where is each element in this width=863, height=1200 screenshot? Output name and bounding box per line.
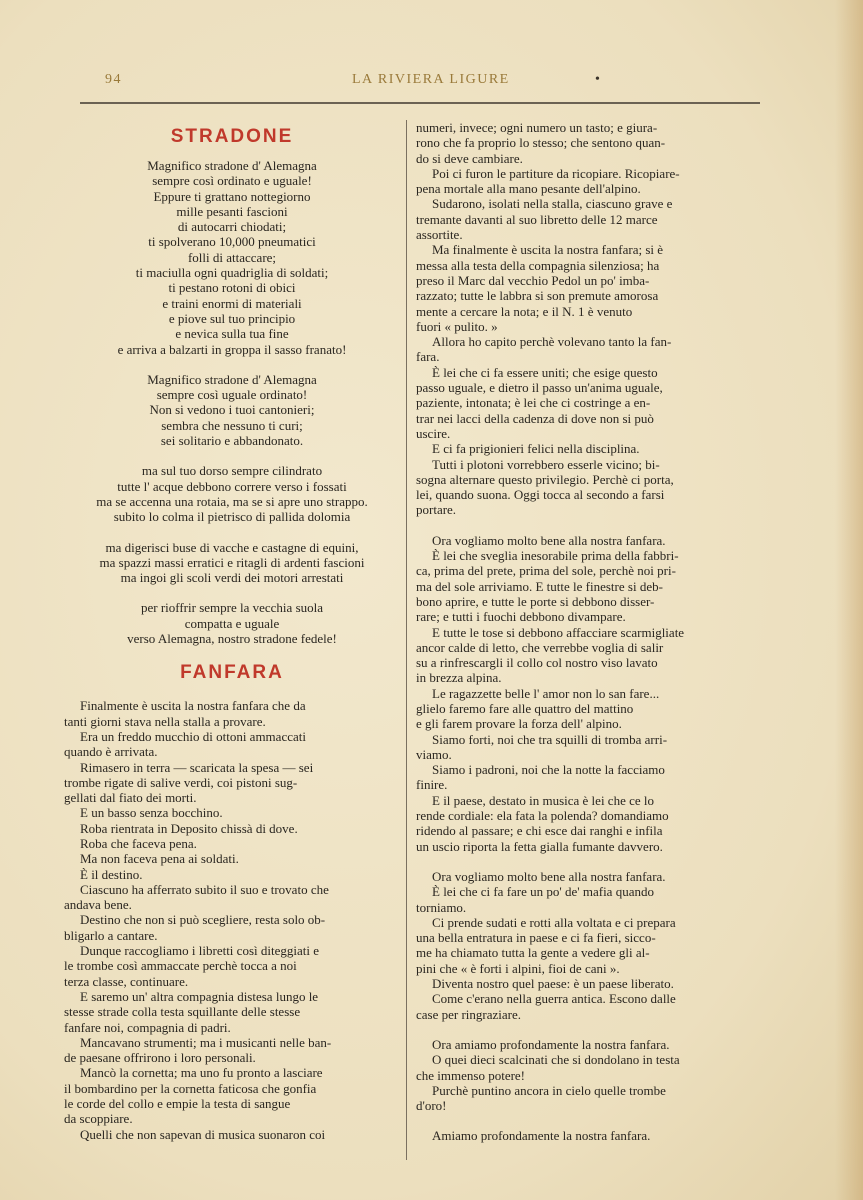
prose-line: ridendo al passare; e chi esce dai ranghi e infila [416, 823, 663, 839]
poem-line: compatta e uguale [184, 615, 280, 631]
prose-line: È lei che ci fa fare un po' de' mafia quando [432, 884, 654, 900]
prose-line: da scoppiare. [64, 1111, 133, 1127]
column-divider [406, 120, 407, 1160]
paragraph [416, 793, 752, 854]
poem-line: ti spolverano 10,000 pneumatici [148, 234, 316, 250]
prose-line: rono che fa proprio lo stesso; che sentono quan- [416, 135, 666, 151]
prose-line: me ha chiamato tutta la gente a vedere gli al- [416, 945, 650, 961]
prose-line: O quei dieci scalcinati che si dondolano in testa [432, 1052, 680, 1068]
prose-line: passo uguale, e dietro il passo un'anima uguale, [416, 380, 663, 396]
prose-line: rende cordiale: ela fata la polenda? domandiamo [416, 808, 669, 824]
paragraph [416, 457, 752, 518]
prose-line: Tutti i plotoni vorrebbero esserle vicino; bi- [432, 456, 660, 472]
prose-line: È il destino. [80, 866, 143, 882]
prose-line: trar nei lacci della cadenza di dove non si può [416, 410, 654, 426]
prose-line: E tutte le tose si debbono affacciare scarmigliate [432, 624, 685, 640]
prose-line: Come c'erano nella guerra antica. Escono dalle [432, 991, 676, 1007]
fanfara-title: FANFARA [180, 662, 284, 684]
prose-line: Ora vogliamo molto bene alla nostra fanfara. [432, 532, 666, 548]
prose-line: andava bene. [64, 897, 132, 913]
paragraph [416, 441, 752, 456]
prose-line: Mancavano strumenti; ma i musicanti nelle ban- [80, 1034, 332, 1050]
prose-line: Poi ci furon le partiture da ricopiare. Ricopiare- [432, 165, 680, 181]
fanfara-prose-right [416, 120, 752, 1144]
poem-line: ti pestano rotoni di obici [168, 280, 296, 296]
prose-line: torniamo. [416, 899, 467, 915]
poem-stanza [64, 540, 400, 586]
poem-line: mille pesanti fascioni [176, 203, 288, 219]
prose-line: Roba rientrata in Deposito chissà di dove. [80, 820, 298, 836]
prose-line: tremante davanti al suo libretto delle 12 marce [416, 211, 658, 227]
prose-line: Purchè puntino ancora in cielo quelle trombe [432, 1082, 666, 1098]
prose-line: Ma finalmente è uscita la nostra fanfara; si è [432, 242, 664, 258]
prose-line: assortite. [416, 227, 463, 243]
poem-stanza [64, 158, 400, 357]
prose-line: paziente, intonata; è lei che ci costringe a en- [416, 395, 651, 411]
prose-line: Sudarono, isolati nella stalla, ciascuno grave e [432, 196, 673, 212]
paragraph [416, 884, 752, 915]
paragraph [416, 166, 752, 197]
prose-line: Le ragazzette belle l' amor non lo san fare... [432, 685, 660, 701]
prose-line: Finalmente è uscita la nostra fanfara che da [80, 698, 306, 714]
poem-stanza [64, 463, 400, 524]
page-header [100, 72, 660, 92]
prose-line: Dunque raccogliamo i libretti così diteggiati e [80, 943, 319, 959]
prose-line: fara. [416, 349, 440, 365]
paragraph [416, 1083, 752, 1114]
header-dot: • [595, 72, 602, 87]
poem-line: e piove sul tuo principio [168, 310, 296, 326]
prose-line: finire. [416, 777, 448, 793]
prose-line: glielo faremo fare alle quattro del mattino [416, 700, 634, 716]
paragraph [416, 991, 752, 1022]
paragraph [416, 915, 752, 976]
poem-line: folli di attaccare; [187, 249, 277, 265]
poem-stanza [64, 372, 400, 448]
fanfara-prose-left [64, 698, 400, 1142]
paragraph [416, 1052, 752, 1083]
stradone-title: STRADONE [170, 126, 294, 147]
poem-line: ma digerisci buse di vacche e castagne di equini, [105, 539, 359, 555]
running-title: LA RIVIERA LIGURE [352, 72, 510, 87]
poem-line: ti maciulla ogni quadriglia di soldati; [135, 265, 329, 281]
prose-line: Allora ho capito perchè volevano tanto la fan- [432, 334, 672, 350]
prose-line: Ora vogliamo molto bene alla nostra fanfara. [432, 868, 666, 884]
prose-line: pena mortale alla mano pesante dell'alpino. [416, 181, 641, 197]
paragraph [416, 548, 752, 624]
header-rule [80, 102, 760, 104]
prose-line: Ci prende sudati e rotti alla voltata e ci prepara [432, 914, 676, 930]
prose-line: che immenso potere! [416, 1067, 526, 1083]
prose-line: bligarlo a cantare. [64, 927, 158, 943]
prose-line: Ma non faceva pena ai soldati. [80, 851, 239, 867]
prose-line: Quelli che non sapevan di musica suonaron coi [80, 1126, 326, 1142]
prose-line: portare. [416, 502, 457, 518]
prose-line: viamo. [416, 746, 452, 762]
prose-line: fanfare noi, compagnia di padri. [64, 1019, 231, 1035]
prose-line: numeri, invece; ogni numero un tasto; e giura- [416, 120, 658, 135]
prose-line: lei, quando suona. Oggi tocca al secondo a farsi [416, 487, 665, 503]
prose-line: ca, prima del prete, prima del sole, perchè noi pri- [416, 563, 676, 579]
prose-line: bono aprire, e tutte le porte si debbono disser- [416, 593, 655, 609]
paragraph [416, 120, 752, 166]
prose-line: Ciascuno ha afferrato subito il suo e trovato che [80, 881, 329, 897]
prose-line: d'oro! [416, 1098, 447, 1114]
prose-line: razzato; tutte le labbra si son premute amorosa [416, 288, 659, 304]
prose-line: pini che « è forti i alpini, fioi de cani ». [416, 960, 620, 976]
prose-line: Siamo forti, noi che tra squilli di tromba arri- [432, 731, 668, 747]
prose-line: Roba che faceva pena. [80, 835, 197, 851]
prose-line: È lei che sveglia inesorabile prima della fabbri- [432, 548, 679, 564]
paragraph [416, 1128, 752, 1143]
prose-line: do si deve cambiare. [416, 150, 523, 166]
poem-line: di autocarri chiodati; [177, 219, 287, 235]
prose-line: E saremo un' altra compagnia distesa lungo le [80, 988, 319, 1004]
prose-line: de paesane offrirono i loro personali. [64, 1050, 256, 1066]
poem-line: tutte l' acque debbono correre verso i fossati [117, 478, 347, 494]
prose-line: le corde del collo e empie la testa di sangue [64, 1096, 291, 1112]
page-number: 94 [105, 72, 122, 87]
paragraph [416, 625, 752, 686]
paragraph [416, 869, 752, 884]
page-edge-shadow [835, 0, 863, 1200]
paragraph [416, 533, 752, 548]
poem-line: sempre così uguale ordinato! [156, 387, 308, 403]
prose-line: Siamo i padroni, noi che la notte la facciamo [432, 762, 665, 778]
prose-line: stesse strade colla testa squillante delle stesse [64, 1004, 301, 1020]
prose-line: su a rinfrescargli il collo col nostro viso lavato [416, 655, 658, 671]
prose-line: ma del sole arriviamo. E tutte le finestre si deb- [416, 578, 663, 594]
prose-line: E ci fa prigionieri felici nella disciplina. [432, 441, 640, 457]
poem-line: e traini enormi di materiali [162, 295, 302, 311]
prose-line: tanti giorni stava nella stalla a provare. [64, 713, 266, 729]
prose-line: un uscio riporta la fetta gialla fumante davvero. [416, 838, 663, 854]
prose-line: E il paese, destato in musica è lei che ce lo [432, 792, 654, 808]
prose-line: in brezza alpina. [416, 670, 502, 686]
poem-line: e nevica sulla tua fine [175, 326, 289, 342]
right-column [416, 120, 752, 1165]
prose-line: gellati dal fiato dei morti. [64, 790, 197, 806]
prose-line: e gli farem provare la forza dell' alpino. [416, 716, 622, 732]
paragraph [416, 242, 752, 334]
poem-line: Non si vedono i tuoi cantonieri; [149, 402, 315, 418]
poem-line: Magnifico stradone d' Alemagna [147, 158, 317, 173]
prose-line: Ora amiamo profondamente la nostra fanfara. [432, 1036, 670, 1052]
poem-line: sei solitario e abbandonato. [160, 433, 304, 449]
prose-line: quando è arrivata. [64, 744, 158, 760]
paragraph [416, 1037, 752, 1052]
poem-line: Magnifico stradone d' Alemagna [147, 371, 317, 387]
prose-line: messa alla testa della compagnia silenziosa; ha [416, 257, 660, 273]
prose-line: Mancò la cornetta; ma uno fu pronto a lasciare [80, 1065, 323, 1081]
poem-line: sempre così ordinato e uguale! [152, 173, 312, 189]
prose-line: il bombardino per la cornetta faticosa che gonfia [64, 1080, 317, 1096]
prose-line: Diventa nostro quel paese: è un paese liberato. [432, 976, 674, 992]
paragraph [416, 762, 752, 793]
prose-line: uscire. [416, 425, 451, 441]
paragraph [416, 196, 752, 242]
prose-line: una bella entratura in paese e ci fa fieri, sicco- [416, 930, 656, 946]
prose-line: Rimasero in terra — scaricata la spesa — sei [80, 759, 314, 775]
prose-line: case per ringraziare. [416, 1006, 522, 1022]
poem-stanza [64, 600, 400, 646]
prose-line: terza classe, continuare. [64, 973, 189, 989]
poem-line: e arriva a balzarti in groppa il sasso franato! [117, 341, 347, 357]
paragraph [416, 976, 752, 991]
prose-line: rare; e tutti i fuochi debbono divampare. [416, 609, 626, 625]
prose-line: mente a cercare la nota; e il N. 1 è venuto [416, 303, 633, 319]
left-column [64, 120, 400, 1165]
prose-line: preso il Marc dal vecchio Pedol un po' imba- [416, 272, 650, 288]
poem-line: subito lo colma il pietrisco di pallida dolomia [113, 509, 351, 525]
poem-line: ma sul tuo dorso sempre cilindrato [141, 463, 323, 479]
prose-line: Amiamo profondamente la nostra fanfara. [432, 1128, 651, 1144]
poem-line: verso Alemagna, nostro stradone fedele! [127, 631, 337, 647]
poem-line: ma se accenna una rotaia, ma se si apre uno strappo. [96, 493, 368, 509]
poem-line: ma ingoi gli scoli verdi dei motori arrestati [120, 570, 344, 586]
prose-line: È lei che ci fa essere uniti; che esige questo [432, 364, 658, 380]
poem-line: ma spazzi massi erratici e ritagli di ardenti fascioni [99, 554, 365, 570]
prose-line: le trombe così ammaccate perchè tocca a noi [64, 958, 297, 974]
paragraph [416, 732, 752, 763]
poem-line: sembra che nessuno ti curi; [161, 417, 303, 433]
prose-line: Era un freddo mucchio di ottoni ammaccati [80, 728, 306, 744]
poem-line: per rioffrir sempre la vecchia suola [140, 600, 324, 616]
paragraph [416, 334, 752, 365]
prose-line: fuori « pulito. » [416, 318, 498, 334]
stradone-poem [64, 158, 400, 646]
paragraph [416, 686, 752, 732]
prose-line: ancor calde di letto, che verrebbe voglia di salir [416, 639, 664, 655]
prose-line: E un basso senza bocchino. [80, 805, 223, 821]
prose-line: Destino che non si può scegliere, resta solo ob- [80, 912, 326, 928]
poem-line: Eppure ti grattano nottegiorno [153, 188, 311, 204]
prose-line: sogna alternare questo privilegio. Perchè ci porta, [416, 471, 674, 487]
paragraph [416, 365, 752, 441]
prose-line: trombe rigate di salive verdi, coi pistoni sug- [64, 774, 298, 790]
